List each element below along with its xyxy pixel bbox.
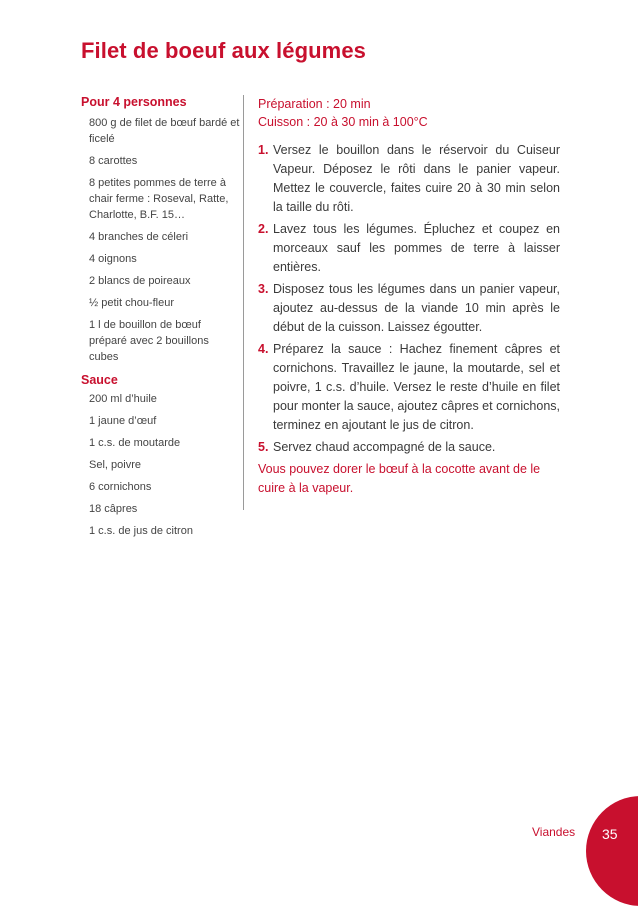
- step-number: 1.: [258, 143, 269, 157]
- step-item: [258, 340, 560, 435]
- step-text: Préparez la sauce : Hachez finement câpres et cornichons. Travaillez le jaune, la moutarde, sel et poivre, 1 c.s. d’huile. Versez le reste d’huile en filet pour monter la sauce, ajoutez câpres et cornichons, terminez en ajoutant le jus de citron.: [273, 342, 560, 432]
- step-number: 5.: [258, 440, 269, 454]
- ingredient-item: 2 blancs de poireaux: [89, 275, 191, 287]
- ingredient-item: 800 g de filet de bœuf bardé et ficelé: [89, 117, 240, 145]
- cooking-time: Cuisson : 20 à 30 min à 100°C: [258, 115, 428, 129]
- sauce-ingredient-item: 200 ml d’huile: [89, 393, 157, 405]
- method-column: [258, 95, 560, 498]
- ingredient-item: 1 l de bouillon de bœuf préparé avec 2 bouillons cubes: [89, 319, 209, 363]
- step-text: Lavez tous les légumes. Épluchez et coupez en morceaux sauf les pommes de terre à laisser entières.: [273, 222, 560, 274]
- sauce-ingredient-item: 1 c.s. de moutarde: [89, 437, 181, 449]
- step-item: [258, 141, 560, 217]
- recipe-title: Filet de boeuf aux légumes: [81, 38, 366, 63]
- page-number-badge: [586, 796, 638, 906]
- ingredients-column: [81, 95, 241, 545]
- sauce-ingredient-item: 6 cornichons: [89, 481, 152, 493]
- section-label: Viandes: [532, 825, 576, 839]
- page-number: 35: [602, 826, 618, 842]
- step-number: 3.: [258, 282, 269, 296]
- step-number: 4.: [258, 342, 269, 356]
- step-item: [258, 280, 560, 337]
- step-number: 2.: [258, 222, 269, 236]
- sauce-ingredient-item: Sel, poivre: [89, 459, 141, 471]
- steps-list: [258, 141, 560, 457]
- column-divider: [243, 95, 244, 510]
- ingredient-item: 8 petites pommes de terre à chair ferme : Roseval, Ratte, Charlotte, B.F. 15…: [89, 177, 229, 221]
- sauce-ingredient-item: 1 jaune d’œuf: [89, 415, 157, 427]
- step-text: Servez chaud accompagné de la sauce.: [273, 440, 496, 454]
- sauce-ingredient-item: 18 câpres: [89, 503, 138, 515]
- ingredient-item: 8 carottes: [89, 155, 138, 167]
- ingredient-item: 4 branches de céleri: [89, 231, 189, 243]
- preparation-time: Préparation : 20 min: [258, 97, 371, 111]
- step-item: [258, 438, 560, 457]
- step-text: Disposez tous les légumes dans un panier vapeur, ajoutez au-dessus de la viande 10 min après le début de la cuisson. Laissez égoutter.: [273, 282, 560, 334]
- servings-heading: Pour 4 personnes: [81, 95, 187, 109]
- step-text: Versez le bouillon dans le réservoir du Cuiseur Vapeur. Déposez le rôti dans le panier vapeur. Mettez le couvercle, faites cuire 20 à 30 min selon la taille du rôti.: [273, 143, 560, 214]
- ingredient-item: 4 oignons: [89, 253, 137, 265]
- ingredient-item: ½ petit chou-fleur: [89, 297, 174, 309]
- sauce-heading: Sauce: [81, 373, 118, 387]
- cooking-tip: Vous pouvez dorer le bœuf à la cocotte avant de le cuire à la vapeur.: [258, 462, 541, 495]
- sauce-ingredient-item: 1 c.s. de jus de citron: [89, 525, 193, 537]
- step-item: [258, 220, 560, 277]
